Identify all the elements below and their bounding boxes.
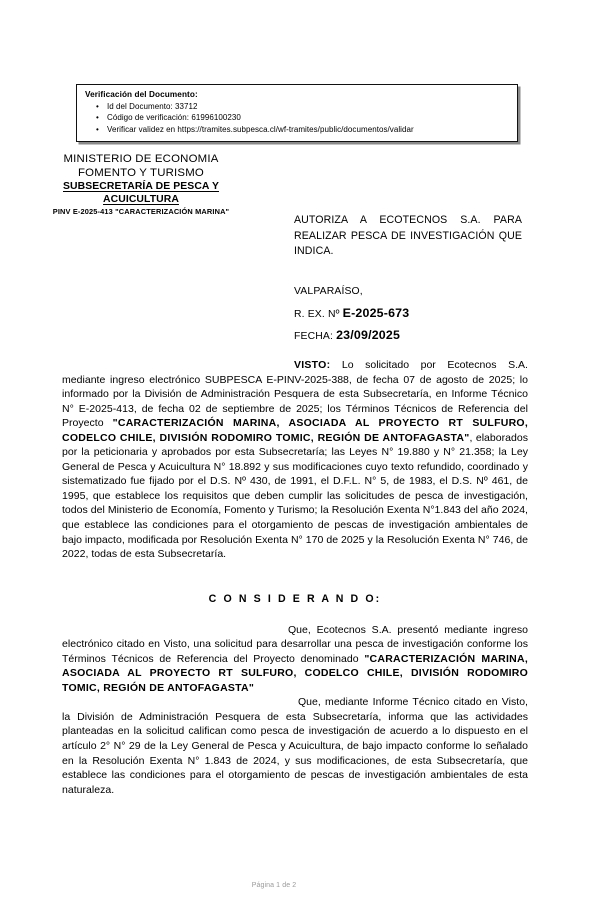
verification-list bbox=[85, 101, 511, 135]
visto-label: VISTO: bbox=[294, 359, 331, 371]
considerando-heading: C O N S I D E R A N D O: bbox=[208, 592, 382, 605]
ministry-line-2: FOMENTO Y TURISMO bbox=[78, 167, 204, 179]
visto-text-part-1: Lo solicitado por Ecotecnos S.A. mediante ingreso electrónico SUBPESCA E-PINV-2025-388, de fecha 07 de agosto de 2025; lo informado por la División de Administración Pesquera de esta Subsecretaría, en Informe Técnico N° E-2025-413, de fecha 02 de septiembre de 2025; los Términos Técnicos de Referencia del Proyecto bbox=[62, 359, 528, 430]
subsecretariat-text: SUBSECRETARÍA DE PESCA Y bbox=[63, 181, 219, 192]
resolution-date-value: 23/09/2025 bbox=[336, 328, 401, 342]
project-code-line: PINV E-2025-413 "CARACTERIZACIÓN MARINA" bbox=[52, 207, 230, 217]
visto-project-name: "CARACTERIZACIÓN MARINA, ASOCIADA AL PROYECTO RT SULFURO, CODELCO CHILE, DIVISIÓN RODOMIRO TOMIC, REGIÓN DE ANTOFAGASTA" bbox=[62, 417, 528, 444]
bullet-icon: • bbox=[96, 124, 99, 134]
verification-item-text: Código de verificación: 61996100230 bbox=[107, 113, 241, 123]
verification-item-text: Id del Documento: 33712 bbox=[107, 102, 198, 111]
resolution-meta-block bbox=[294, 281, 522, 348]
page-number-label: Página 1 de 2 bbox=[251, 882, 297, 889]
bullet-icon: • bbox=[96, 102, 99, 111]
considerando-p1-text: Que, Ecotecnos S.A. presentó mediante ingreso electrónico citado en Visto, una solicitud para desarrollar una pesca de investigación conforme los Términos Técnicos de Referencia del Proyecto denominado bbox=[62, 623, 528, 665]
resolution-subject-text: AUTORIZA A ECOTECNOS S.A. PARA REALIZAR PESCA DE INVESTIGACIÓN QUE INDICA. bbox=[294, 214, 522, 258]
spacer bbox=[62, 605, 528, 623]
subsecretariat-line-2 bbox=[10, 193, 272, 206]
subsecretariat-text: ACUICULTURA bbox=[103, 194, 179, 206]
considerando-paragraph-2 bbox=[62, 695, 528, 797]
visto-text-part-2: , elaborados por la peticionaria y aprobados por esta Subsecretaría; las Leyes N° 19.880 y N° 21.358; la Ley General de Pesca y Acuicultura N° 18.892 y sus modificaciones cuyo texto refundido, coordinado y sistematizado fue fijado por el D.S. Nº 430, de 1991, el D.F.L. N° 5, de 1983, el D.S. Nº 461, de 1995, que establece los requisitos que deben cumplir las solicitudes de pesca de investigación, todos del Ministerio de Economía, Fomento y Turismo; la Resolución Exenta N°1.843 del año 2024, que establece las condiciones para el otorgamiento de pescas de investigación ambientales de bajo impacto, modificada por Resolución Exenta N° 170 de 2025 y la Resolución Exenta N° 746, de 2022, todas de esta Subsecretaría. bbox=[62, 431, 528, 561]
resolution-subject-block bbox=[294, 213, 522, 260]
document-body bbox=[62, 358, 528, 797]
subsecretariat-line-1 bbox=[10, 180, 272, 193]
resolution-date-line bbox=[294, 325, 522, 348]
spacer bbox=[62, 562, 528, 593]
considerando-p1-project-name: "CARACTERIZACIÓN MARINA, ASOCIADA AL PROYECTO RT SULFURO, CODELCO CHILE, DIVISIÓN RODOMIRO TOMIC, REGIÓN DE ANTOFAGASTA" bbox=[62, 652, 528, 694]
organization-header bbox=[10, 152, 272, 217]
ministry-line-1: MINISTERIO DE ECONOMIA bbox=[63, 153, 219, 165]
resolution-number-value: E-2025-673 bbox=[342, 305, 410, 320]
resolution-number-line bbox=[294, 303, 522, 326]
considerando-paragraph-1 bbox=[62, 623, 528, 696]
document-verification-box bbox=[76, 84, 518, 142]
page-footer bbox=[0, 874, 600, 892]
visto-paragraph bbox=[62, 358, 528, 562]
resolution-date-label: FECHA: bbox=[294, 331, 334, 342]
verification-item-text: Verificar validez en https://tramites.subpesca.cl/wf-tramites/public/documentos/validar bbox=[107, 124, 414, 134]
bullet-icon: • bbox=[96, 113, 99, 123]
verification-item-document-id bbox=[96, 101, 511, 112]
verification-title: Verificación del Documento: bbox=[85, 90, 198, 99]
city-line: VALPARAÍSO, bbox=[294, 286, 363, 297]
verification-item-url bbox=[96, 124, 511, 135]
resolution-number-label: R. EX. Nº bbox=[294, 308, 340, 320]
considerando-p2-text: Que, mediante Informe Técnico citado en Visto, la División de Administración Pesquera de esta Subsecretaría, informa que las actividades planteadas en la solicitud califican como pesca de investigación de acuerdo a lo dispuesto en el artículo 2° N° 29 de la Ley General de Pesca y Acuicultura, de bajo impacto conforme lo señalado en la Resolución Exenta N° 1.843 de 2024, y sus modificaciones, de esta Subsecretaría, que establece las condiciones para el otorgamiento de pescas de investigación ambientales de esta naturaleza. bbox=[62, 696, 528, 796]
verification-item-code bbox=[96, 112, 511, 123]
